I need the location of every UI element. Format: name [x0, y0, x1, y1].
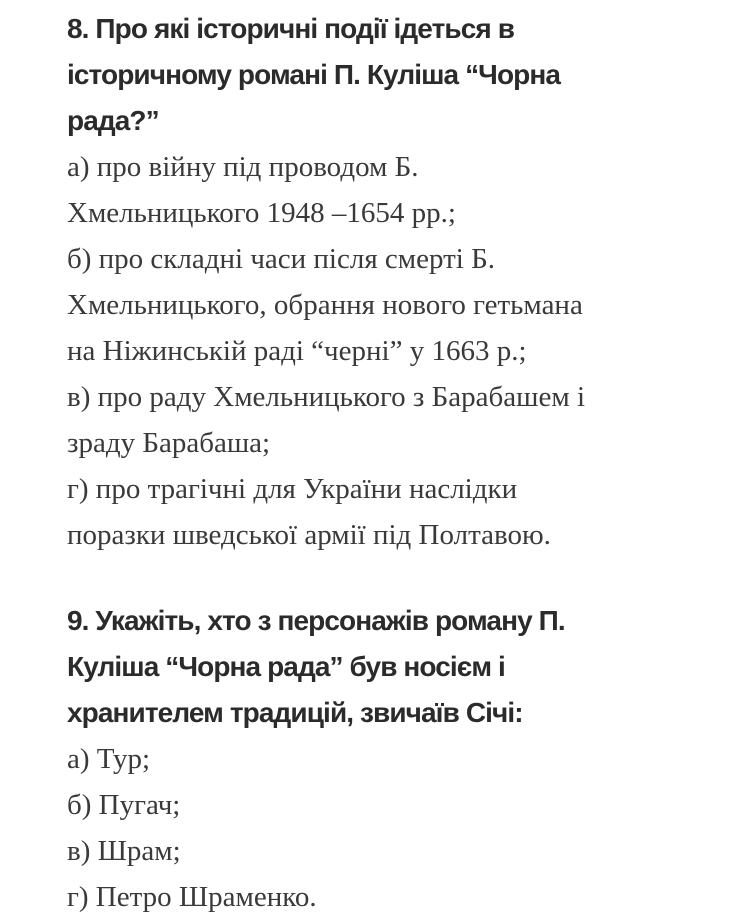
answer-option-b: б) про складні часи після смерті Б. Хмельницького, обрання нового гетьмана на Ніжинській раді “черні” у 1663 р.; [67, 243, 583, 367]
quiz-page [67, 6, 737, 920]
question-9 [67, 598, 737, 920]
answer-options [67, 144, 737, 558]
answer-option-a: а) Тур; [67, 743, 151, 775]
answer-option-b: б) Пугач; [67, 789, 181, 821]
question-divider [67, 558, 737, 598]
answer-option-v: в) про раду Хмельницького з Барабашем і зраду Барабаша; [67, 381, 586, 459]
answer-option-a: а) про війну під проводом Б. Хмельницького 1948 –1654 рр.; [67, 151, 456, 229]
answer-option-v: в) Шрам; [67, 835, 181, 867]
answer-option-g: г) Петро Шраменко. [67, 881, 317, 913]
answer-options [67, 736, 737, 920]
question-title: 9. Укажіть, хто з персонажів роману П. Куліша “Чорна рада” був носієм і хранителем традицій, звичаїв Січі: [67, 605, 565, 728]
question-title: 8. Про які історичні події ідеться в історичному романі П. Куліша “Чорна рада?” [67, 13, 561, 136]
question-8 [67, 6, 737, 558]
answer-option-g: г) про трагічні для України наслідки поразки шведської армії під Полтавою. [67, 473, 551, 551]
